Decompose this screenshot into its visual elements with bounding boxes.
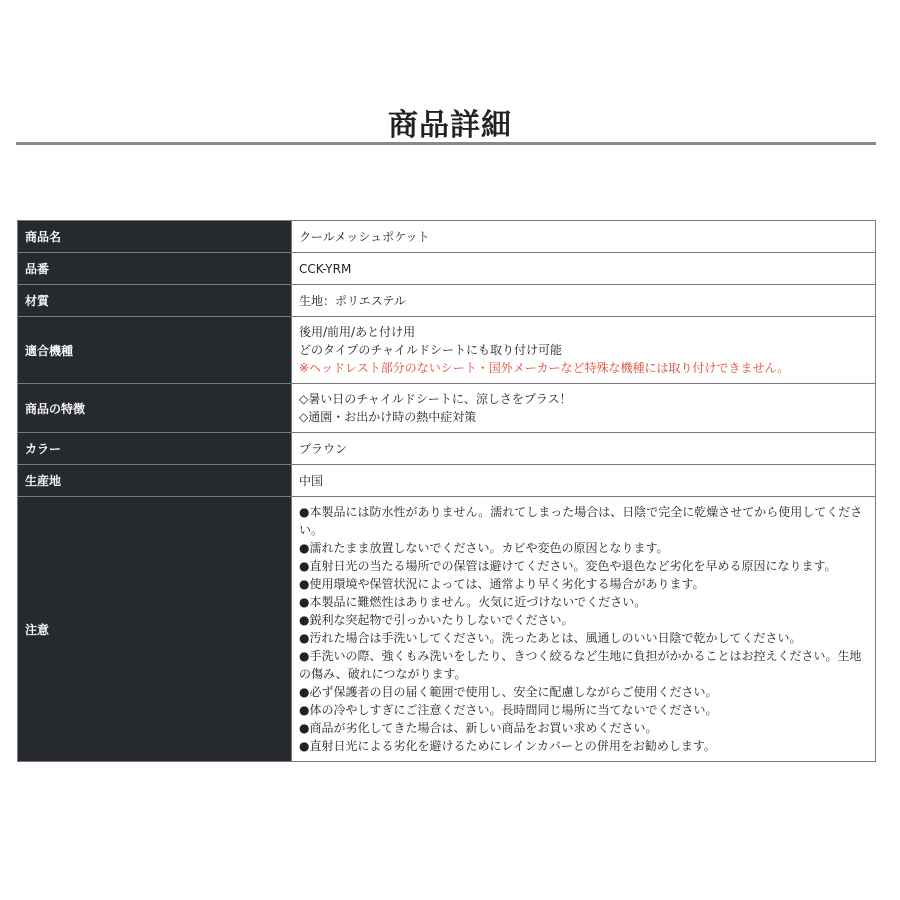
spec-value — [292, 317, 876, 384]
spec-value-line: ブラウン — [299, 441, 348, 456]
spec-value-line: クールメッシュポケット — [299, 229, 430, 244]
spec-row-material — [18, 285, 876, 317]
spec-label: 商品名 — [18, 221, 292, 253]
spec-value — [292, 433, 876, 465]
caution-item: ●本製品には防水性がありません。濡れてしまった場合は、日陰で完全に乾燥させてから使用してください。 — [299, 505, 863, 537]
spec-row-color — [18, 433, 876, 465]
caution-item: ●商品が劣化してきた場合は、新しい商品をお買い求めください。 — [299, 721, 658, 735]
spec-row-origin — [18, 465, 876, 497]
spec-value-line: ◇通園・お出かけ時の熱中症対策 — [299, 410, 477, 424]
caution-item: ●直射日光による劣化を避けるためにレインカバーとの併用をお勧めします。 — [299, 739, 716, 753]
caution-item: ●手洗いの際、強くもみ洗いをしたり、きつく絞るなど生地に負担がかかることはお控えください。生地の傷み、破れにつながります。 — [299, 649, 862, 681]
spec-label: カラー — [18, 433, 292, 465]
spec-row-compatible-models — [18, 317, 876, 384]
spec-value — [292, 285, 876, 317]
compatibility-warning-note: ※ヘッドレスト部分のないシート・国外メーカーなど特殊な機種には取り付けできません。 — [299, 361, 790, 375]
caution-item: ●鋭利な突起物で引っかいたりしないでください。 — [299, 613, 574, 627]
spec-value — [292, 497, 876, 762]
spec-label: 生産地 — [18, 465, 292, 497]
spec-row-cautions — [18, 497, 876, 762]
caution-item: ●必ず保護者の目の届く範囲で使用し、安全に配慮しながらご使用ください。 — [299, 685, 718, 699]
caution-item: ●使用環境や保管状況によっては、通常より早く劣化する場合があります。 — [299, 577, 705, 591]
product-spec-table — [17, 220, 876, 762]
spec-value-line: 後用/前用/あと付け用 — [299, 325, 416, 339]
spec-label: 商品の特徴 — [18, 384, 292, 433]
caution-item: ●直射日光の当たる場所での保管は避けてください。変色や退色など劣化を早める原因になります。 — [299, 559, 837, 573]
spec-value — [292, 221, 876, 253]
spec-value-line: CCK-YRM — [299, 261, 352, 276]
caution-item: ●濡れたまま放置しないでください。カビや変色の原因となります。 — [299, 541, 669, 555]
spec-value-line: 中国 — [299, 473, 324, 488]
spec-label: 適合機種 — [18, 317, 292, 384]
spec-label: 材質 — [18, 285, 292, 317]
caution-item: ●本製品に難燃性はありません。火気に近づけないでください。 — [299, 595, 647, 609]
spec-value-line: 生地：ポリエステル — [299, 293, 406, 308]
spec-label: 注意 — [18, 497, 292, 762]
spec-value — [292, 465, 876, 497]
spec-value — [292, 253, 876, 285]
caution-item: ●汚れた場合は手洗いしてください。洗ったあとは、風通しのいい日陰で乾かしてください。 — [299, 631, 802, 645]
spec-label: 品番 — [18, 253, 292, 285]
title-divider — [16, 142, 876, 145]
spec-value — [292, 384, 876, 433]
caution-item: ●体の冷やしすぎにご注意ください。長時間同じ場所に当てないでください。 — [299, 703, 718, 717]
spec-row-product-name — [18, 221, 876, 253]
spec-value-line: どのタイプのチャイルドシートにも取り付け可能 — [299, 343, 563, 357]
spec-row-features — [18, 384, 876, 433]
spec-row-part-number — [18, 253, 876, 285]
spec-value-line: ◇暑い日のチャイルドシートに、涼しさをプラス！ — [299, 392, 572, 406]
page-title: 商品詳細 — [388, 108, 512, 143]
